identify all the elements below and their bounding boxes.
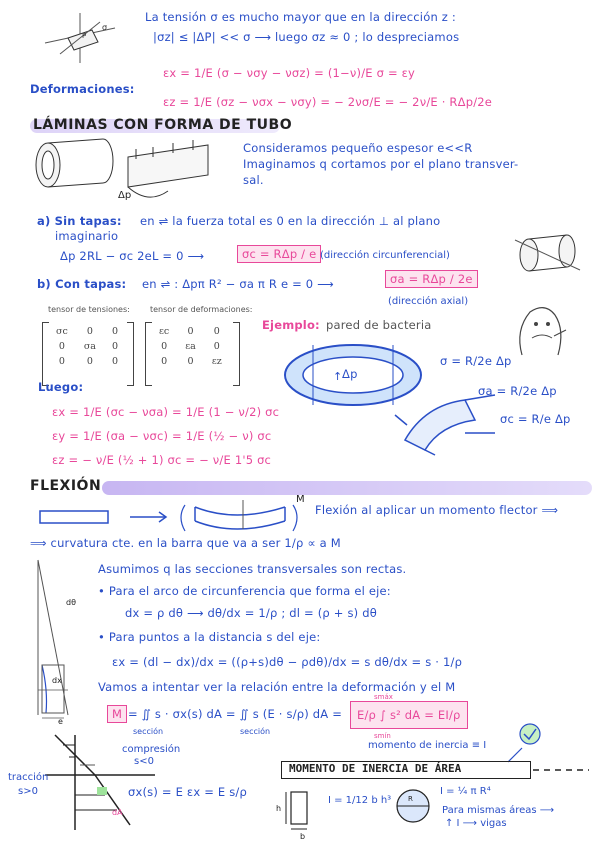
eq-ez-top: εz = 1/E (σz − νσx − νσy) = − 2νσ/E = − 2ν/E · RΔp/2e	[163, 95, 493, 109]
bacteria-dp: Δp	[342, 367, 358, 381]
moment-m-label: M	[296, 494, 305, 505]
m2-cell: εc	[159, 326, 170, 337]
ej-sa: σa = R/2e Δp	[478, 384, 557, 398]
a-label: a) Sin tapas:	[37, 214, 122, 228]
tensor-tensiones-label: tensor de tensiones:	[48, 305, 130, 314]
eq-ex-top: εx = 1/E (σ − νσy − νσz) = (1−ν)/E σ = εy	[163, 66, 416, 80]
a-note: (dirección circunferencial)	[320, 250, 450, 261]
m-box2: E/ρ ∫ s² dA = EI/ρ	[350, 701, 468, 729]
tubo-desc2: Imaginamos q cortamos por el plano transver-	[243, 157, 519, 171]
tubo-title: LÁMINAS CON FORMA DE TUBO	[33, 117, 293, 133]
m2-cell: εz	[211, 356, 222, 367]
b-eq: en ⇌ : Δpπ R² − σa π R e = 0 ⟶	[142, 277, 334, 291]
m1-cell: 0	[58, 341, 65, 352]
check-icon	[518, 722, 548, 752]
m2-cell: 0	[213, 326, 220, 337]
m-note: momento de inercia ≡ I	[368, 740, 487, 751]
m1-cell: 0	[111, 341, 119, 352]
inercia-note1: Para mismas áreas ⟶	[442, 805, 555, 816]
tensor-deformaciones-label: tensor de deformaciones:	[150, 305, 253, 314]
m2-cell: εa	[185, 341, 196, 352]
m-smax: smáx	[374, 693, 393, 701]
meme-face-sketch	[510, 300, 570, 360]
da-label: dA	[112, 808, 123, 817]
flexion-f6: • Para puntos a la distancia s del eje:	[98, 630, 321, 644]
curvature-sketch	[28, 555, 98, 725]
sigma-eq: σx(s) = E εx = E s/ρ	[128, 785, 247, 799]
m2-cell: 0	[187, 326, 194, 337]
ej-sc: σc = R/e Δp	[500, 412, 571, 426]
ejemplo-label: Ejemplo:	[262, 318, 320, 332]
a-eq: Δp 2RL − σc 2eL = 0 ⟶	[60, 249, 205, 263]
b-box: σa = RΔp / 2e	[385, 270, 478, 288]
m1-cell: 0	[58, 356, 65, 367]
s-pos-label: s>0	[18, 786, 38, 797]
m1-cell: 0	[111, 356, 119, 367]
m2-cell: 0	[161, 356, 168, 367]
a-text1: en ⇌ la fuerza total es 0 en la dirección ⊥ al plano	[140, 214, 441, 228]
inercia-title: MOMENTO DE INERCIA DE ÁREA	[289, 762, 462, 775]
flexion-f4: • Para el arco de circunferencia que forma el eje:	[98, 584, 391, 598]
deformaciones-label: Deformaciones:	[30, 82, 135, 96]
dx-label: dx	[52, 676, 62, 685]
flexion-f7: εx = (dl − dx)/dx = ((ρ+s)dθ − ρdθ)/dx = s dθ/dx = s · 1/ρ	[112, 655, 463, 669]
compresion-label: compresión	[122, 744, 181, 755]
m2-cell: 0	[161, 341, 168, 352]
closed-tube-sketch	[515, 230, 585, 280]
delta-p-label: Δp	[118, 190, 132, 201]
luego-ey: εy = 1/E (σa − νσc) = 1/E (½ − ν) σc	[52, 429, 272, 443]
ej-sigma: σ = R/2e Δp	[440, 354, 512, 368]
inercia-dashes	[533, 768, 593, 772]
rect-b: b	[300, 832, 306, 841]
flexion-f5: dx = ρ dθ ⟶ dθ/dx = 1/ρ ; dl = (ρ + s) dθ	[125, 606, 377, 620]
inercia-note2: ↑ I ⟶ vigas	[445, 818, 507, 829]
tubo-desc3: sal.	[243, 173, 264, 187]
circle-section-sketch	[395, 788, 435, 828]
m-eq: = ∬ s · σx(s) dA = ∬ s (E · s/ρ) dA =	[128, 707, 343, 721]
svg-text:P: P	[82, 32, 87, 40]
m2-cell: 0	[187, 356, 194, 367]
svg-text:↑: ↑	[333, 370, 343, 383]
svg-text:σ: σ	[102, 23, 108, 32]
top-line1: La tensión σ es mucho mayor que en la dirección z :	[145, 10, 456, 24]
e-label: e	[58, 717, 63, 726]
flexion-f3: Asumimos q las secciones transversales son rectas.	[98, 562, 407, 576]
a-text2: imaginario	[55, 229, 119, 243]
flexion-f8: Vamos a intentar ver la relación entre la deformación y el M	[98, 680, 456, 694]
b-note: (dirección axial)	[388, 296, 469, 307]
b-label: b) Con tapas:	[37, 277, 127, 291]
circle-r: R	[408, 795, 413, 803]
flexion-title: FLEXIÓN	[30, 478, 102, 494]
traccion-label: tracción	[8, 772, 49, 783]
dtheta-label: dθ	[66, 598, 76, 607]
tubo-desc1: Consideramos pequeño espesor e<<R	[243, 141, 473, 155]
rect-section-sketch	[283, 787, 323, 837]
m1-cell: σc	[56, 326, 68, 337]
flexion-f2: ⟹ curvatura cte. en la barra que va a ser 1/ρ ∝ a M	[30, 536, 341, 550]
m-smin: smín	[374, 732, 391, 740]
plate-sketch	[40, 8, 130, 68]
flexion-f1: Flexión al aplicar un momento flector ⟹	[315, 503, 559, 517]
m1-cell: σa	[83, 341, 96, 352]
tensor-deformaciones-matrix	[145, 310, 240, 390]
tensor-tensiones-matrix	[42, 310, 134, 390]
m-seccion-2: sección	[240, 727, 271, 736]
m-box: M	[107, 705, 127, 723]
m-seccion-1: sección	[133, 727, 164, 736]
m1-cell: 0	[86, 326, 93, 337]
s-neg-label: s<0	[134, 756, 154, 767]
a-box: σc = RΔp / e	[237, 245, 321, 263]
circle-eq: I = ¼ π R⁴	[440, 786, 491, 797]
luego-ez: εz = − ν/E (½ + 1) σc = − ν/E 1'5 σc	[52, 453, 272, 467]
flexion-title-bar	[102, 481, 592, 495]
m2-cell: 0	[213, 341, 220, 352]
rect-h: h	[276, 804, 282, 813]
rect-eq: I = 1/12 b h³	[328, 795, 392, 806]
m1-cell: 0	[86, 356, 93, 367]
m1-cell: 0	[111, 326, 119, 337]
luego-ex: εx = 1/E (σc − νσa) = 1/E (1 − ν/2) σc	[52, 405, 280, 419]
ejemplo-text: pared de bacteria	[326, 318, 432, 332]
luego-label: Luego:	[38, 380, 84, 394]
top-line2: |σz| ≤ |ΔP| << σ ⟶ luego σz ≈ 0 ; lo despreciamos	[153, 30, 460, 44]
